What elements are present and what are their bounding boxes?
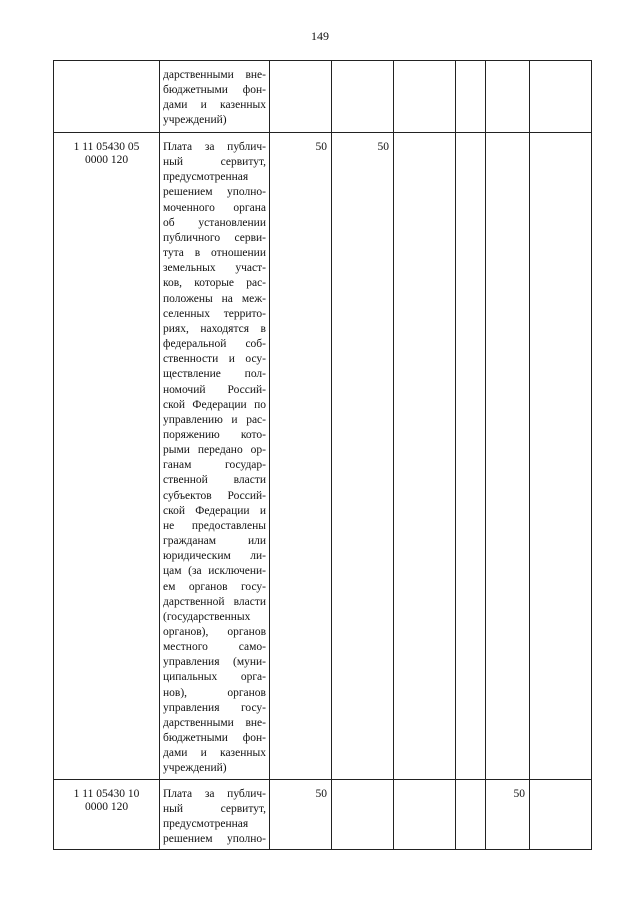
description-line: предусмотренная [163,171,249,184]
description-line: риях, находятся в [163,322,266,335]
table-row [54,61,592,133]
description-line: дами и казенных [163,747,266,760]
income-description-cell [160,779,270,850]
description-line: ципальных орга- [163,671,266,684]
table-row [54,133,592,780]
description-line: дарственными вне- [163,716,266,729]
description-line: номочий Россий- [163,383,266,396]
description-line: дарственной власти [163,595,266,608]
amount-cell-3 [394,779,456,850]
income-code-line: 1 11 05430 10 [73,787,140,800]
amount-cell-4 [456,779,486,850]
income-code-cell [54,61,160,133]
amount-cell-2 [332,61,394,133]
amount-cell-1: 50 [270,779,332,850]
description-line: органов), органов [163,626,266,638]
description-line: ганам государ- [163,459,266,472]
description-line: дарственными вне- [163,69,266,81]
description-line: учреждений) [163,762,227,775]
page-number: 149 [311,29,329,43]
description-line: (государственных [163,610,251,623]
amount-cell-6 [530,133,592,780]
amount-cell-3 [394,61,456,133]
description-line: рыми передано ор- [163,444,266,457]
amount-cell-4 [456,61,486,133]
description-line: учреждений) [163,114,227,127]
description-line: тута в отношении [163,247,266,260]
income-code-cell [54,779,160,850]
description-line: гражданам или [163,535,266,548]
amount-cell-6 [530,779,592,850]
description-line: предусмотренная [163,817,249,830]
description-line: ственности и осу- [163,353,266,366]
description-line: публичного серви- [163,231,266,244]
description-line: ем органов госу- [163,580,266,593]
description-line: об установлении [163,216,266,229]
description-line: ный сервитут, [163,156,266,169]
description-line: ской Федерации и [163,504,266,517]
description-line: федеральной соб- [163,338,266,351]
description-line: не предоставлены [163,519,266,532]
amount-cell-4 [456,133,486,780]
amount-cell-5 [486,133,530,780]
budget-table [53,60,592,850]
description-line: бюджетными фон- [163,84,266,97]
amount-cell-2 [332,779,394,850]
description-line: положены на меж- [163,292,266,305]
description-line: цам (за исключени- [163,565,266,578]
amount-cell-1 [270,61,332,133]
amount-cell-1: 50 [270,133,332,780]
description-line: управлению и рас- [163,413,266,426]
amount-cell-2: 50 [332,133,394,780]
description-line: управления (муни- [163,656,266,669]
description-line: земельных участ- [163,262,266,275]
description-line: решением уполно- [163,186,266,199]
description-line: ственной власти [163,474,266,487]
income-code-cell [54,133,160,780]
description-line: поряжению кото- [163,428,266,441]
description-line: субъектов Россий- [163,489,266,502]
income-code-line: 0000 120 [84,800,129,813]
description-line: ской Федерации по [163,398,266,411]
description-line: ный сервитут, [163,802,266,815]
table-row [54,779,592,850]
description-line: решением уполно- [163,833,266,846]
description-line: управления госу- [163,701,266,714]
amount-cell-5 [486,61,530,133]
description-line: местного само- [163,641,266,654]
amount-cell-5: 50 [486,779,530,850]
description-line: Плата за публич- [163,141,266,153]
description-line: юридическим ли- [163,550,266,563]
amount-cell-6 [530,61,592,133]
income-code-line: 0000 120 [84,154,129,166]
description-line: ков, которые рас- [163,277,266,290]
table-body [54,61,592,850]
description-line: нов), органов [163,686,266,699]
description-line: дами и казенных [163,99,266,112]
income-code-line: 1 11 05430 05 [73,141,140,153]
description-line: ществление пол- [163,368,266,381]
description-line: селенных террито- [163,307,266,320]
description-line: бюджетными фон- [163,732,266,745]
income-description-cell [160,61,270,133]
description-line: моченного органа [163,201,266,214]
amount-cell-3 [394,133,456,780]
income-description-cell [160,133,270,780]
description-line: Плата за публич- [163,787,266,800]
